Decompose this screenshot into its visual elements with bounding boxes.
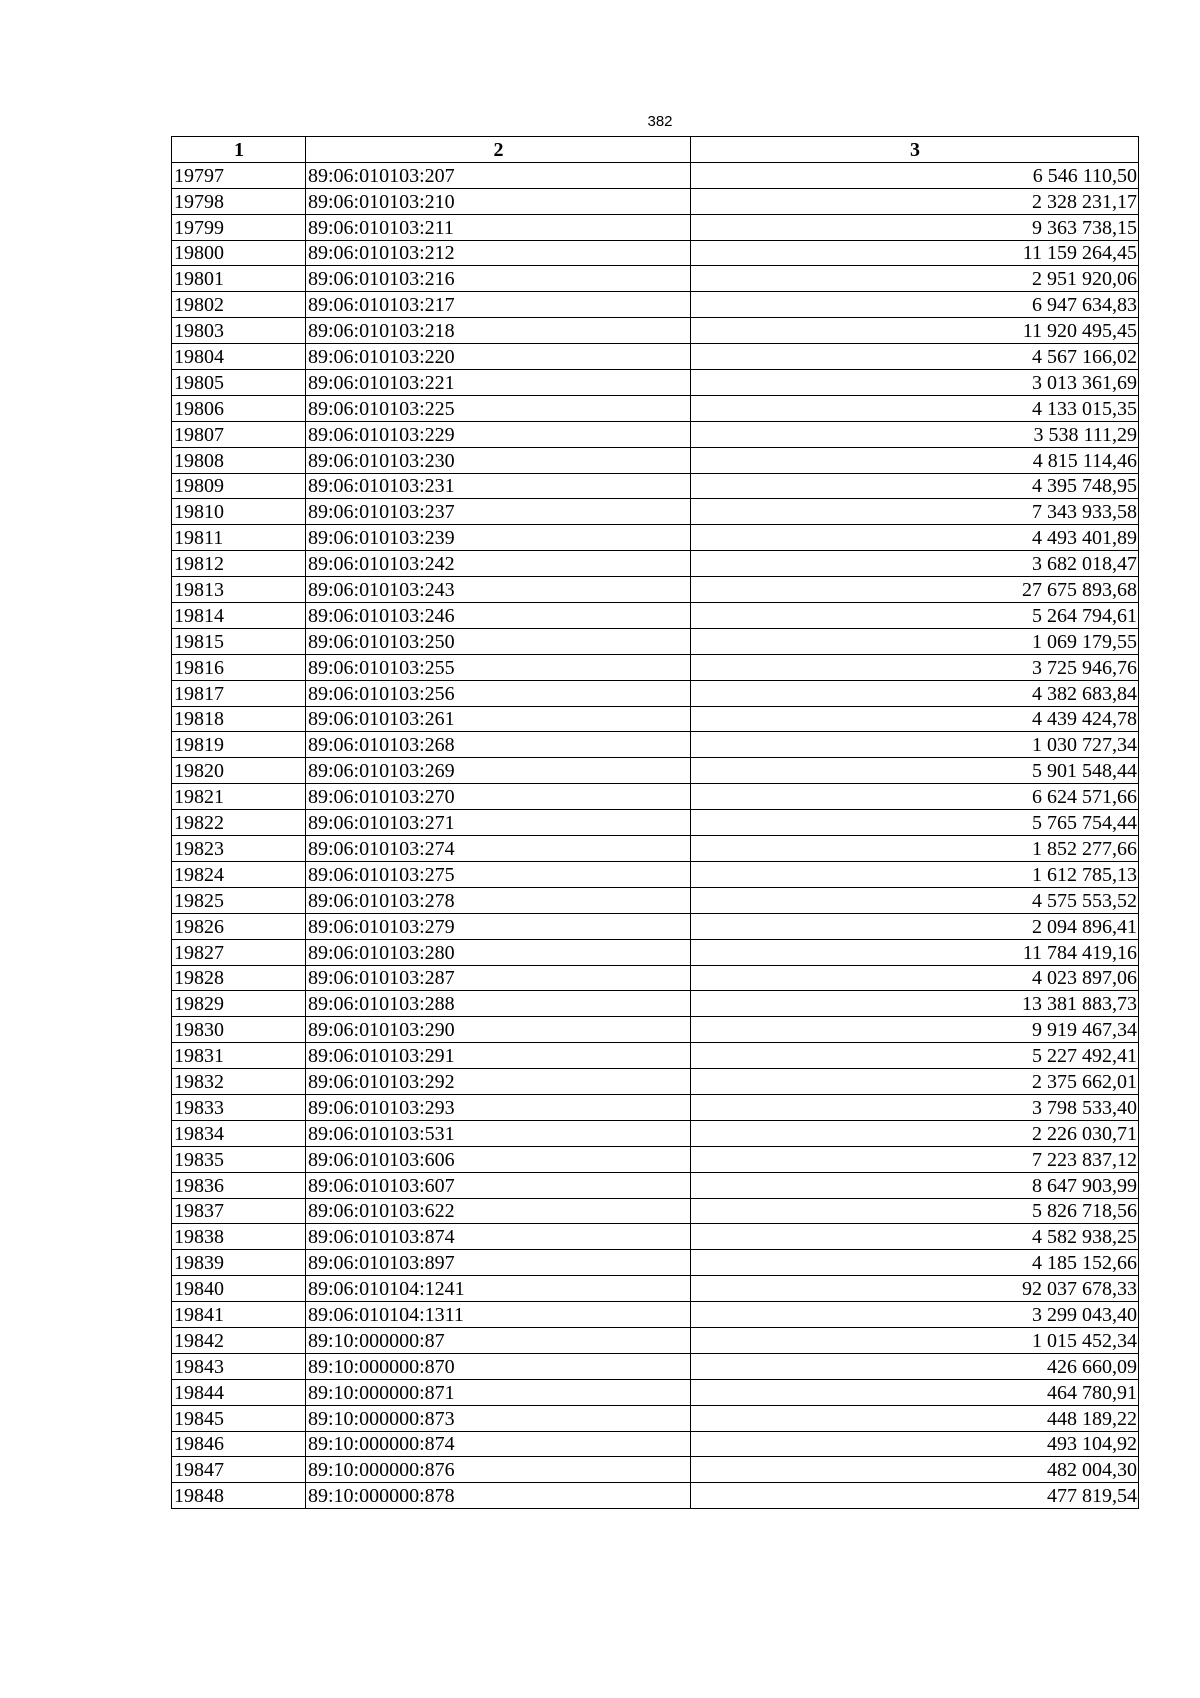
value-cell: 4 395 748,95 bbox=[691, 473, 1139, 499]
table-row bbox=[172, 1379, 1139, 1405]
row-number-cell: 19842 bbox=[172, 1327, 306, 1353]
value-cell: 4 023 897,06 bbox=[691, 965, 1139, 991]
value-cell: 11 784 419,16 bbox=[691, 939, 1139, 965]
value-cell: 5 765 754,44 bbox=[691, 810, 1139, 836]
row-number-cell: 19803 bbox=[172, 318, 306, 344]
cadastral-number-cell: 89:06:010103:256 bbox=[306, 680, 691, 706]
cadastral-number-cell: 89:06:010103:274 bbox=[306, 836, 691, 862]
table-row bbox=[172, 965, 1139, 991]
value-cell: 448 189,22 bbox=[691, 1405, 1139, 1431]
cadastral-number-cell: 89:06:010103:290 bbox=[306, 1017, 691, 1043]
row-number-cell: 19832 bbox=[172, 1069, 306, 1095]
row-number-cell: 19837 bbox=[172, 1198, 306, 1224]
value-cell: 4 185 152,66 bbox=[691, 1250, 1139, 1276]
value-cell: 7 223 837,12 bbox=[691, 1146, 1139, 1172]
value-cell: 3 538 111,29 bbox=[691, 421, 1139, 447]
value-cell: 3 299 043,40 bbox=[691, 1302, 1139, 1328]
table-row bbox=[172, 1276, 1139, 1302]
value-cell: 4 575 553,52 bbox=[691, 887, 1139, 913]
cadastral-number-cell: 89:06:010103:239 bbox=[306, 525, 691, 551]
cadastral-number-cell: 89:06:010103:291 bbox=[306, 1043, 691, 1069]
value-cell: 8 647 903,99 bbox=[691, 1172, 1139, 1198]
table-row bbox=[172, 939, 1139, 965]
row-number-cell: 19810 bbox=[172, 499, 306, 525]
row-number-cell: 19827 bbox=[172, 939, 306, 965]
table-row bbox=[172, 758, 1139, 784]
table-body bbox=[172, 162, 1139, 1508]
value-cell: 482 004,30 bbox=[691, 1457, 1139, 1483]
value-cell: 426 660,09 bbox=[691, 1353, 1139, 1379]
value-cell: 3 725 946,76 bbox=[691, 654, 1139, 680]
cadastral-number-cell: 89:06:010103:220 bbox=[306, 344, 691, 370]
table-row bbox=[172, 162, 1139, 188]
table-row bbox=[172, 784, 1139, 810]
value-cell: 5 826 718,56 bbox=[691, 1198, 1139, 1224]
row-number-cell: 19807 bbox=[172, 421, 306, 447]
row-number-cell: 19836 bbox=[172, 1172, 306, 1198]
cadastral-number-cell: 89:06:010103:606 bbox=[306, 1146, 691, 1172]
value-cell: 4 133 015,35 bbox=[691, 395, 1139, 421]
table-row bbox=[172, 1094, 1139, 1120]
value-cell: 1 069 179,55 bbox=[691, 628, 1139, 654]
cadastral-number-cell: 89:10:000000:87 bbox=[306, 1327, 691, 1353]
table-row bbox=[172, 266, 1139, 292]
table-row bbox=[172, 1431, 1139, 1457]
table-row bbox=[172, 1120, 1139, 1146]
table-row bbox=[172, 1250, 1139, 1276]
row-number-cell: 19815 bbox=[172, 628, 306, 654]
table-row bbox=[172, 732, 1139, 758]
row-number-cell: 19847 bbox=[172, 1457, 306, 1483]
row-number-cell: 19816 bbox=[172, 654, 306, 680]
cadastral-number-cell: 89:06:010103:237 bbox=[306, 499, 691, 525]
value-cell: 6 947 634,83 bbox=[691, 292, 1139, 318]
row-number-cell: 19800 bbox=[172, 240, 306, 266]
table-row bbox=[172, 473, 1139, 499]
column-header-2: 2 bbox=[306, 137, 691, 163]
table-row bbox=[172, 1457, 1139, 1483]
cadastral-number-cell: 89:06:010104:1311 bbox=[306, 1302, 691, 1328]
value-cell: 4 582 938,25 bbox=[691, 1224, 1139, 1250]
cadastral-number-cell: 89:06:010103:622 bbox=[306, 1198, 691, 1224]
table-row bbox=[172, 370, 1139, 396]
table-row bbox=[172, 447, 1139, 473]
cadastral-number-cell: 89:06:010103:288 bbox=[306, 991, 691, 1017]
row-number-cell: 19829 bbox=[172, 991, 306, 1017]
row-number-cell: 19833 bbox=[172, 1094, 306, 1120]
table-row bbox=[172, 577, 1139, 603]
row-number-cell: 19828 bbox=[172, 965, 306, 991]
row-number-cell: 19844 bbox=[172, 1379, 306, 1405]
row-number-cell: 19812 bbox=[172, 551, 306, 577]
row-number-cell: 19823 bbox=[172, 836, 306, 862]
row-number-cell: 19845 bbox=[172, 1405, 306, 1431]
value-cell: 4 567 166,02 bbox=[691, 344, 1139, 370]
table-row bbox=[172, 525, 1139, 551]
row-number-cell: 19797 bbox=[172, 162, 306, 188]
row-number-cell: 19838 bbox=[172, 1224, 306, 1250]
row-number-cell: 19818 bbox=[172, 706, 306, 732]
value-cell: 92 037 678,33 bbox=[691, 1276, 1139, 1302]
value-cell: 11 920 495,45 bbox=[691, 318, 1139, 344]
table-row bbox=[172, 344, 1139, 370]
data-table bbox=[171, 136, 1139, 1509]
value-cell: 27 675 893,68 bbox=[691, 577, 1139, 603]
row-number-cell: 19831 bbox=[172, 1043, 306, 1069]
row-number-cell: 19808 bbox=[172, 447, 306, 473]
table-row bbox=[172, 1224, 1139, 1250]
row-number-cell: 19839 bbox=[172, 1250, 306, 1276]
cadastral-number-cell: 89:06:010103:218 bbox=[306, 318, 691, 344]
row-number-cell: 19814 bbox=[172, 603, 306, 629]
cadastral-number-cell: 89:06:010103:231 bbox=[306, 473, 691, 499]
table-row bbox=[172, 240, 1139, 266]
table-row bbox=[172, 1327, 1139, 1353]
row-number-cell: 19821 bbox=[172, 784, 306, 810]
value-cell: 477 819,54 bbox=[691, 1483, 1139, 1509]
table-row bbox=[172, 1353, 1139, 1379]
table-row bbox=[172, 654, 1139, 680]
cadastral-number-cell: 89:10:000000:873 bbox=[306, 1405, 691, 1431]
cadastral-number-cell: 89:10:000000:874 bbox=[306, 1431, 691, 1457]
row-number-cell: 19819 bbox=[172, 732, 306, 758]
row-number-cell: 19846 bbox=[172, 1431, 306, 1457]
cadastral-number-cell: 89:06:010103:268 bbox=[306, 732, 691, 758]
table-row bbox=[172, 292, 1139, 318]
value-cell: 9 363 738,15 bbox=[691, 214, 1139, 240]
value-cell: 5 901 548,44 bbox=[691, 758, 1139, 784]
value-cell: 3 682 018,47 bbox=[691, 551, 1139, 577]
value-cell: 4 815 114,46 bbox=[691, 447, 1139, 473]
table-row bbox=[172, 628, 1139, 654]
column-header-1: 1 bbox=[172, 137, 306, 163]
cadastral-number-cell: 89:06:010103:217 bbox=[306, 292, 691, 318]
row-number-cell: 19841 bbox=[172, 1302, 306, 1328]
row-number-cell: 19824 bbox=[172, 861, 306, 887]
row-number-cell: 19820 bbox=[172, 758, 306, 784]
cadastral-number-cell: 89:06:010103:246 bbox=[306, 603, 691, 629]
row-number-cell: 19799 bbox=[172, 214, 306, 240]
cadastral-number-cell: 89:06:010103:212 bbox=[306, 240, 691, 266]
cadastral-number-cell: 89:06:010103:607 bbox=[306, 1172, 691, 1198]
row-number-cell: 19822 bbox=[172, 810, 306, 836]
table-row bbox=[172, 1043, 1139, 1069]
table-row bbox=[172, 1302, 1139, 1328]
cadastral-number-cell: 89:06:010103:210 bbox=[306, 188, 691, 214]
cadastral-number-cell: 89:06:010103:897 bbox=[306, 1250, 691, 1276]
value-cell: 4 382 683,84 bbox=[691, 680, 1139, 706]
value-cell: 6 546 110,50 bbox=[691, 162, 1139, 188]
cadastral-number-cell: 89:10:000000:871 bbox=[306, 1379, 691, 1405]
table-row bbox=[172, 861, 1139, 887]
row-number-cell: 19802 bbox=[172, 292, 306, 318]
table-row bbox=[172, 318, 1139, 344]
page-number: 382 bbox=[647, 113, 673, 130]
cadastral-number-cell: 89:06:010103:270 bbox=[306, 784, 691, 810]
value-cell: 2 951 920,06 bbox=[691, 266, 1139, 292]
cadastral-number-cell: 89:06:010103:230 bbox=[306, 447, 691, 473]
cadastral-number-cell: 89:06:010103:255 bbox=[306, 654, 691, 680]
cadastral-number-cell: 89:06:010103:280 bbox=[306, 939, 691, 965]
value-cell: 493 104,92 bbox=[691, 1431, 1139, 1457]
cadastral-number-cell: 89:06:010103:275 bbox=[306, 861, 691, 887]
table-row bbox=[172, 499, 1139, 525]
table-header bbox=[172, 137, 1139, 163]
value-cell: 7 343 933,58 bbox=[691, 499, 1139, 525]
table-row bbox=[172, 810, 1139, 836]
table-row bbox=[172, 836, 1139, 862]
row-number-cell: 19834 bbox=[172, 1120, 306, 1146]
row-number-cell: 19811 bbox=[172, 525, 306, 551]
row-number-cell: 19835 bbox=[172, 1146, 306, 1172]
row-number-cell: 19830 bbox=[172, 1017, 306, 1043]
cadastral-number-cell: 89:06:010103:243 bbox=[306, 577, 691, 603]
value-cell: 2 375 662,01 bbox=[691, 1069, 1139, 1095]
value-cell: 2 226 030,71 bbox=[691, 1120, 1139, 1146]
table-row bbox=[172, 887, 1139, 913]
cadastral-number-cell: 89:06:010103:874 bbox=[306, 1224, 691, 1250]
value-cell: 5 227 492,41 bbox=[691, 1043, 1139, 1069]
table-row bbox=[172, 706, 1139, 732]
value-cell: 5 264 794,61 bbox=[691, 603, 1139, 629]
table-row bbox=[172, 1198, 1139, 1224]
cadastral-number-cell: 89:06:010103:271 bbox=[306, 810, 691, 836]
cadastral-number-cell: 89:06:010103:211 bbox=[306, 214, 691, 240]
value-cell: 4 439 424,78 bbox=[691, 706, 1139, 732]
cadastral-number-cell: 89:06:010103:221 bbox=[306, 370, 691, 396]
row-number-cell: 19813 bbox=[172, 577, 306, 603]
value-cell: 9 919 467,34 bbox=[691, 1017, 1139, 1043]
cadastral-number-cell: 89:06:010103:229 bbox=[306, 421, 691, 447]
value-cell: 2 328 231,17 bbox=[691, 188, 1139, 214]
cadastral-number-cell: 89:06:010103:250 bbox=[306, 628, 691, 654]
table-row bbox=[172, 188, 1139, 214]
value-cell: 1 015 452,34 bbox=[691, 1327, 1139, 1353]
row-number-cell: 19805 bbox=[172, 370, 306, 396]
cadastral-number-cell: 89:10:000000:878 bbox=[306, 1483, 691, 1509]
cadastral-number-cell: 89:10:000000:870 bbox=[306, 1353, 691, 1379]
value-cell: 4 493 401,89 bbox=[691, 525, 1139, 551]
value-cell: 11 159 264,45 bbox=[691, 240, 1139, 266]
table-row bbox=[172, 1483, 1139, 1509]
cadastral-number-cell: 89:06:010103:278 bbox=[306, 887, 691, 913]
table-row bbox=[172, 1017, 1139, 1043]
value-cell: 13 381 883,73 bbox=[691, 991, 1139, 1017]
column-header-3: 3 bbox=[691, 137, 1139, 163]
value-cell: 1 030 727,34 bbox=[691, 732, 1139, 758]
value-cell: 2 094 896,41 bbox=[691, 913, 1139, 939]
header-row bbox=[172, 137, 1139, 163]
value-cell: 3 798 533,40 bbox=[691, 1094, 1139, 1120]
cadastral-number-cell: 89:06:010103:216 bbox=[306, 266, 691, 292]
cadastral-number-cell: 89:06:010103:242 bbox=[306, 551, 691, 577]
value-cell: 464 780,91 bbox=[691, 1379, 1139, 1405]
table-row bbox=[172, 1069, 1139, 1095]
table-row bbox=[172, 421, 1139, 447]
row-number-cell: 19817 bbox=[172, 680, 306, 706]
cadastral-number-cell: 89:10:000000:876 bbox=[306, 1457, 691, 1483]
row-number-cell: 19825 bbox=[172, 887, 306, 913]
row-number-cell: 19798 bbox=[172, 188, 306, 214]
table-row bbox=[172, 214, 1139, 240]
table-row bbox=[172, 1405, 1139, 1431]
row-number-cell: 19809 bbox=[172, 473, 306, 499]
cadastral-number-cell: 89:06:010103:293 bbox=[306, 1094, 691, 1120]
value-cell: 1 612 785,13 bbox=[691, 861, 1139, 887]
cadastral-number-cell: 89:06:010103:261 bbox=[306, 706, 691, 732]
row-number-cell: 19843 bbox=[172, 1353, 306, 1379]
row-number-cell: 19826 bbox=[172, 913, 306, 939]
cadastral-number-cell: 89:06:010103:207 bbox=[306, 162, 691, 188]
table-row bbox=[172, 551, 1139, 577]
table-row bbox=[172, 913, 1139, 939]
table-row bbox=[172, 1146, 1139, 1172]
table-row bbox=[172, 603, 1139, 629]
row-number-cell: 19848 bbox=[172, 1483, 306, 1509]
row-number-cell: 19801 bbox=[172, 266, 306, 292]
cadastral-number-cell: 89:06:010103:269 bbox=[306, 758, 691, 784]
cadastral-number-cell: 89:06:010104:1241 bbox=[306, 1276, 691, 1302]
cadastral-number-cell: 89:06:010103:279 bbox=[306, 913, 691, 939]
table-row bbox=[172, 680, 1139, 706]
table-row bbox=[172, 991, 1139, 1017]
cadastral-number-cell: 89:06:010103:287 bbox=[306, 965, 691, 991]
cadastral-number-cell: 89:06:010103:531 bbox=[306, 1120, 691, 1146]
value-cell: 3 013 361,69 bbox=[691, 370, 1139, 396]
row-number-cell: 19804 bbox=[172, 344, 306, 370]
row-number-cell: 19806 bbox=[172, 395, 306, 421]
data-table-container bbox=[171, 136, 1139, 1509]
value-cell: 1 852 277,66 bbox=[691, 836, 1139, 862]
table-row bbox=[172, 395, 1139, 421]
value-cell: 6 624 571,66 bbox=[691, 784, 1139, 810]
cadastral-number-cell: 89:06:010103:292 bbox=[306, 1069, 691, 1095]
table-row bbox=[172, 1172, 1139, 1198]
cadastral-number-cell: 89:06:010103:225 bbox=[306, 395, 691, 421]
row-number-cell: 19840 bbox=[172, 1276, 306, 1302]
